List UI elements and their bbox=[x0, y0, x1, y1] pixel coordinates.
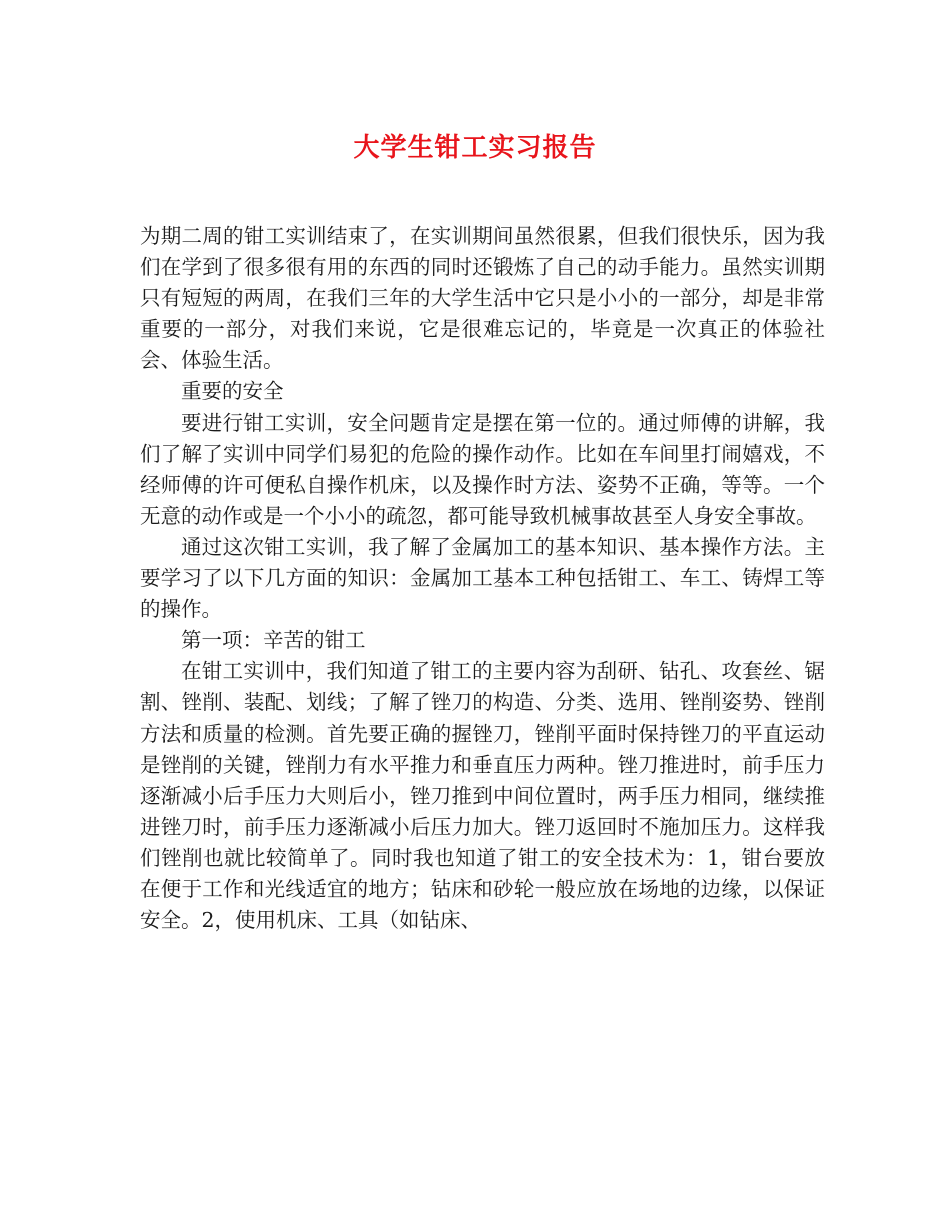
paragraph-intro: 为期二周的钳工实训结束了，在实训期间虽然很累，但我们很快乐，因为我们在学到了很多很有用的东西的同时还锻炼了自己的动手能力。虽然实训期只有短短的两周，在我们三年的大学生活中它只是小小的一部分，却是非常重要的一部分，对我们来说，它是很难忘记的，毕竟是一次真正的体验社会、体验生活。 bbox=[140, 224, 825, 373]
section-heading-fitter: 第一项：辛苦的钳工 bbox=[181, 628, 366, 653]
section-heading-safety: 重要的安全 bbox=[181, 379, 284, 404]
paragraph-knowledge: 通过这次钳工实训，我了解了金属加工的基本知识、基本操作方法。主要学习了以下几方面的知识：金属加工基本工种包括钳工、车工、铸焊工等的操作。 bbox=[140, 534, 825, 622]
paragraph-safety: 要进行钳工实训，安全问题肯定是摆在第一位的。通过师傅的讲解，我们了解了实训中同学们易犯的危险的操作动作。比如在车间里打闹嬉戏，不经师傅的许可便私自操作机床，以及操作时方法、姿势不正确，等等。一个无意的动作或是一个小小的疏忽，都可能导致机械事故甚至人身安全事故。 bbox=[140, 410, 825, 528]
document-body bbox=[140, 221, 825, 936]
document-title: 大学生钳工实习报告 bbox=[353, 133, 597, 163]
paragraph-fitter: 在钳工实训中，我们知道了钳工的主要内容为刮研、钻孔、攻套丝、锯割、锉削、装配、划线；了解了锉刀的构造、分类、选用、锉削姿势、锉削方法和质量的检测。首先要正确的握锉刀，锉削平面时保持锉刀的平直运动是锉削的关键，锉削力有水平推力和垂直压力两种。锉刀推进时，前手压力逐渐减小后手压力大则后小，锉刀推到中间位置时，两手压力相同，继续推进锉刀时，前手压力逐渐减小后压力加大。锉刀返回时不施加压力。这样我们锉削也就比较简单了。同时我也知道了钳工的安全技术为：1，钳台要放在便于工作和光线适宜的地方；钻床和砂轮一般应放在场地的边缘，以保证安全。2，使用机床、工具（如钻床、 bbox=[140, 659, 825, 933]
